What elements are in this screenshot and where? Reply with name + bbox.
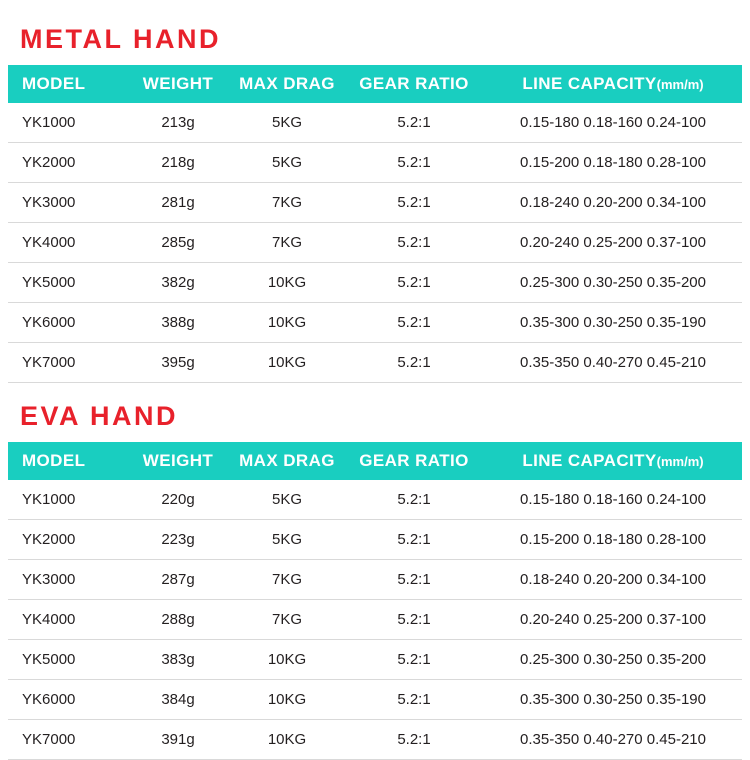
spec-table-metal-hand [8, 65, 742, 383]
spec-table-eva-hand [8, 442, 742, 760]
cell-max-drag: 10KG [230, 720, 344, 760]
cell-max-drag: 5KG [230, 103, 344, 143]
cell-gear-ratio: 5.2:1 [344, 600, 484, 640]
cell-max-drag: 10KG [230, 343, 344, 383]
table-body [8, 103, 742, 383]
cell-gear-ratio: 5.2:1 [344, 303, 484, 343]
cell-gear-ratio: 5.2:1 [344, 680, 484, 720]
table-header-row [8, 442, 742, 480]
cell-line-capacity: 0.25-300 0.30-250 0.35-200 [484, 640, 742, 680]
cell-weight: 382g [126, 263, 230, 303]
table-row [8, 640, 742, 680]
column-header-model: MODEL [8, 65, 126, 103]
cell-weight: 223g [126, 520, 230, 560]
cell-model: YK4000 [8, 600, 126, 640]
cell-gear-ratio: 5.2:1 [344, 263, 484, 303]
table-header [8, 442, 742, 480]
column-header-line-capacity [484, 65, 742, 103]
cell-line-capacity: 0.20-240 0.25-200 0.37-100 [484, 600, 742, 640]
cell-line-capacity: 0.18-240 0.20-200 0.34-100 [484, 560, 742, 600]
column-header-weight: WEIGHT [126, 442, 230, 480]
cell-weight: 388g [126, 303, 230, 343]
column-header-line-capacity-unit: (mm/m) [656, 77, 704, 92]
cell-weight: 288g [126, 600, 230, 640]
table-row [8, 223, 742, 263]
section-title: METAL HAND [20, 24, 221, 54]
cell-weight: 391g [126, 720, 230, 760]
cell-model: YK7000 [8, 343, 126, 383]
cell-weight: 218g [126, 143, 230, 183]
cell-max-drag: 5KG [230, 480, 344, 520]
table-body [8, 480, 742, 760]
cell-max-drag: 10KG [230, 640, 344, 680]
cell-max-drag: 10KG [230, 263, 344, 303]
cell-model: YK4000 [8, 223, 126, 263]
table-row [8, 303, 742, 343]
table-row [8, 263, 742, 303]
table-row [8, 680, 742, 720]
table-row [8, 183, 742, 223]
cell-model: YK5000 [8, 640, 126, 680]
cell-line-capacity: 0.15-180 0.18-160 0.24-100 [484, 480, 742, 520]
table-row [8, 480, 742, 520]
column-header-line-capacity-label: LINE CAPACITY [522, 74, 657, 93]
cell-line-capacity: 0.20-240 0.25-200 0.37-100 [484, 223, 742, 263]
table-header-row [8, 65, 742, 103]
cell-gear-ratio: 5.2:1 [344, 520, 484, 560]
cell-line-capacity: 0.25-300 0.30-250 0.35-200 [484, 263, 742, 303]
column-header-gear-ratio: GEAR RATIO [344, 442, 484, 480]
cell-weight: 287g [126, 560, 230, 600]
cell-model: YK2000 [8, 143, 126, 183]
table-row [8, 343, 742, 383]
cell-weight: 384g [126, 680, 230, 720]
cell-line-capacity: 0.18-240 0.20-200 0.34-100 [484, 183, 742, 223]
column-header-max-drag: MAX DRAG [230, 65, 344, 103]
column-header-line-capacity-label: LINE CAPACITY [522, 451, 657, 470]
cell-gear-ratio: 5.2:1 [344, 183, 484, 223]
cell-weight: 220g [126, 480, 230, 520]
cell-gear-ratio: 5.2:1 [344, 223, 484, 263]
cell-model: YK1000 [8, 480, 126, 520]
cell-model: YK7000 [8, 720, 126, 760]
cell-line-capacity: 0.35-350 0.40-270 0.45-210 [484, 343, 742, 383]
cell-gear-ratio: 5.2:1 [344, 103, 484, 143]
cell-gear-ratio: 5.2:1 [344, 720, 484, 760]
column-header-model: MODEL [8, 442, 126, 480]
cell-max-drag: 10KG [230, 303, 344, 343]
section-eva-hand [8, 383, 742, 760]
cell-max-drag: 7KG [230, 600, 344, 640]
cell-model: YK5000 [8, 263, 126, 303]
cell-weight: 213g [126, 103, 230, 143]
section-metal-hand [8, 0, 742, 383]
cell-weight: 285g [126, 223, 230, 263]
cell-max-drag: 7KG [230, 223, 344, 263]
table-row [8, 720, 742, 760]
table-header [8, 65, 742, 103]
cell-line-capacity: 0.15-200 0.18-180 0.28-100 [484, 143, 742, 183]
cell-gear-ratio: 5.2:1 [344, 480, 484, 520]
cell-gear-ratio: 5.2:1 [344, 560, 484, 600]
column-header-max-drag: MAX DRAG [230, 442, 344, 480]
cell-max-drag: 5KG [230, 520, 344, 560]
cell-model: YK6000 [8, 680, 126, 720]
cell-gear-ratio: 5.2:1 [344, 640, 484, 680]
cell-model: YK3000 [8, 183, 126, 223]
cell-max-drag: 5KG [230, 143, 344, 183]
column-header-gear-ratio: GEAR RATIO [344, 65, 484, 103]
cell-line-capacity: 0.15-180 0.18-160 0.24-100 [484, 103, 742, 143]
cell-model: YK2000 [8, 520, 126, 560]
column-header-line-capacity-unit: (mm/m) [656, 454, 704, 469]
table-row [8, 143, 742, 183]
cell-line-capacity: 0.35-350 0.40-270 0.45-210 [484, 720, 742, 760]
cell-gear-ratio: 5.2:1 [344, 343, 484, 383]
column-header-line-capacity [484, 442, 742, 480]
cell-weight: 281g [126, 183, 230, 223]
column-header-weight: WEIGHT [126, 65, 230, 103]
table-row [8, 600, 742, 640]
cell-max-drag: 7KG [230, 183, 344, 223]
section-title: EVA HAND [20, 401, 179, 431]
cell-weight: 383g [126, 640, 230, 680]
cell-gear-ratio: 5.2:1 [344, 143, 484, 183]
table-row [8, 520, 742, 560]
cell-line-capacity: 0.35-300 0.30-250 0.35-190 [484, 303, 742, 343]
cell-max-drag: 7KG [230, 560, 344, 600]
cell-max-drag: 10KG [230, 680, 344, 720]
cell-model: YK6000 [8, 303, 126, 343]
cell-weight: 395g [126, 343, 230, 383]
table-row [8, 560, 742, 600]
table-row [8, 103, 742, 143]
cell-model: YK3000 [8, 560, 126, 600]
cell-line-capacity: 0.35-300 0.30-250 0.35-190 [484, 680, 742, 720]
cell-line-capacity: 0.15-200 0.18-180 0.28-100 [484, 520, 742, 560]
cell-model: YK1000 [8, 103, 126, 143]
